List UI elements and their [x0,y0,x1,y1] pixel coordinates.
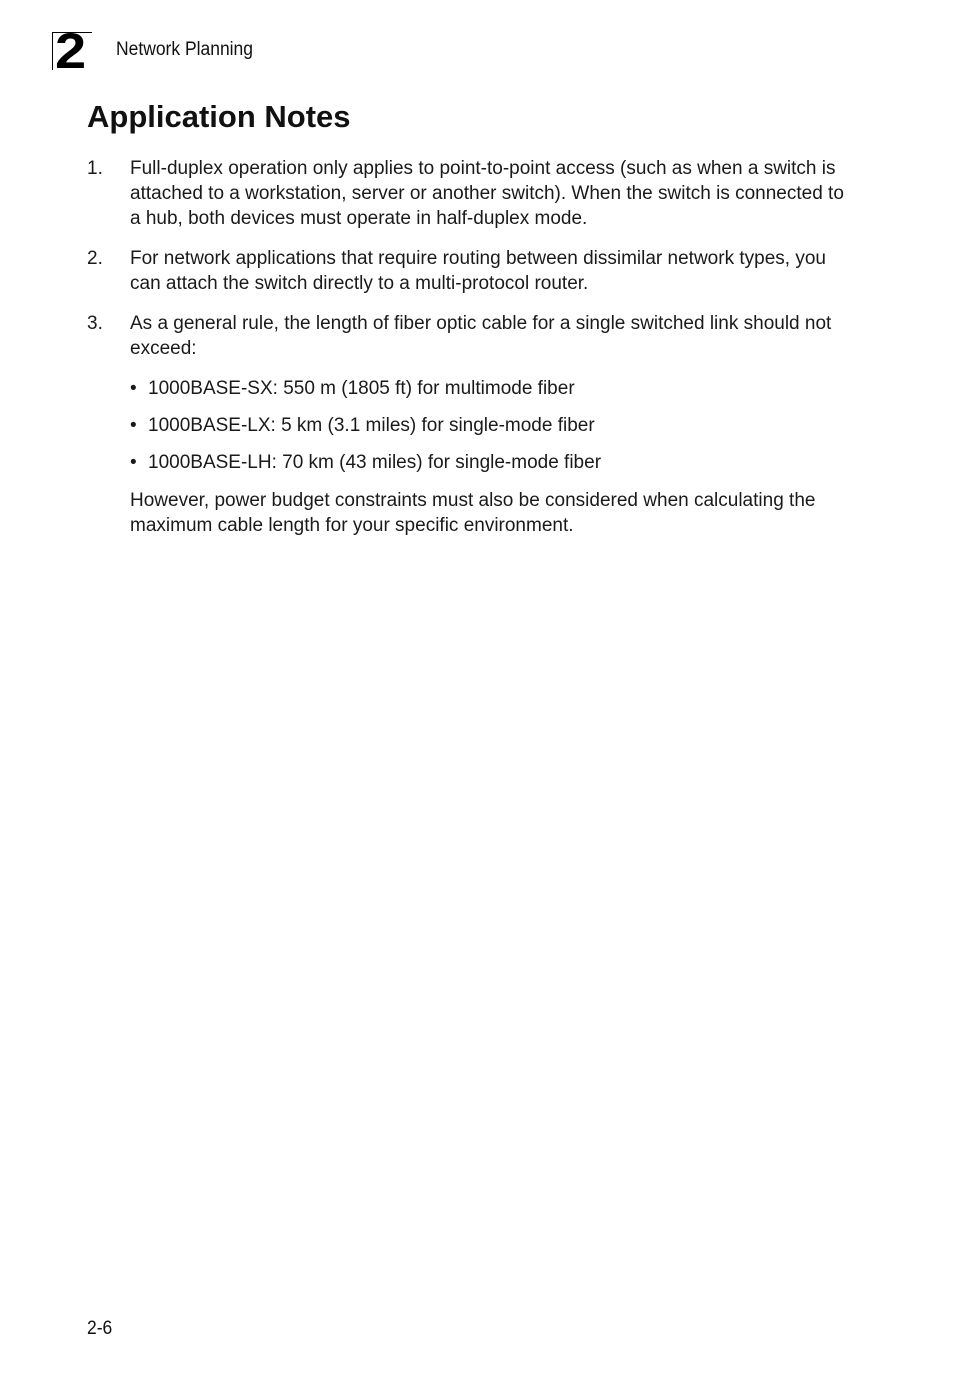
page-number: 2-6 [87,1318,113,1339]
bullet-icon: • [130,415,137,436]
bullet-icon: • [130,378,137,399]
note-item [87,156,857,231]
list-item-text: 1000BASE-SX: 550 m (1805 ft) for multimode fiber [148,378,575,399]
list-item [130,450,857,475]
application-notes-list [87,156,857,553]
section-title: Application Notes [87,99,351,134]
note-number: 1. [87,158,103,179]
note-text: For network applications that require routing between dissimilar network types, you can attach the switch directly to a multi-protocol router. [130,248,826,294]
list-item-text: 1000BASE-LH: 70 km (43 miles) for single-mode fiber [148,452,602,473]
fiber-limits-list [130,376,857,475]
note-number: 2. [87,248,103,269]
note-text: As a general rule, the length of fiber optic cable for a single switched link should not exceed: [130,313,832,359]
list-item [130,376,857,401]
list-item-text: 1000BASE-LX: 5 km (3.1 miles) for single-mode fiber [148,415,595,436]
note-item [87,311,857,538]
running-header-title: Network Planning [116,39,254,60]
note-text: Full-duplex operation only applies to point-to-point access (such as when a switch is attached to a workstation, server or another switch). When the switch is connected to a hub, both devices must operate in half-duplex mode. [130,158,844,229]
bullet-icon: • [130,452,137,473]
chapter-number: 2 [55,23,87,79]
list-item [130,413,857,438]
note-followup-text: However, power budget constraints must also be considered when calculating the maximum cable length for your specific environment. [130,490,816,536]
note-number: 3. [87,313,103,334]
note-item [87,246,857,296]
